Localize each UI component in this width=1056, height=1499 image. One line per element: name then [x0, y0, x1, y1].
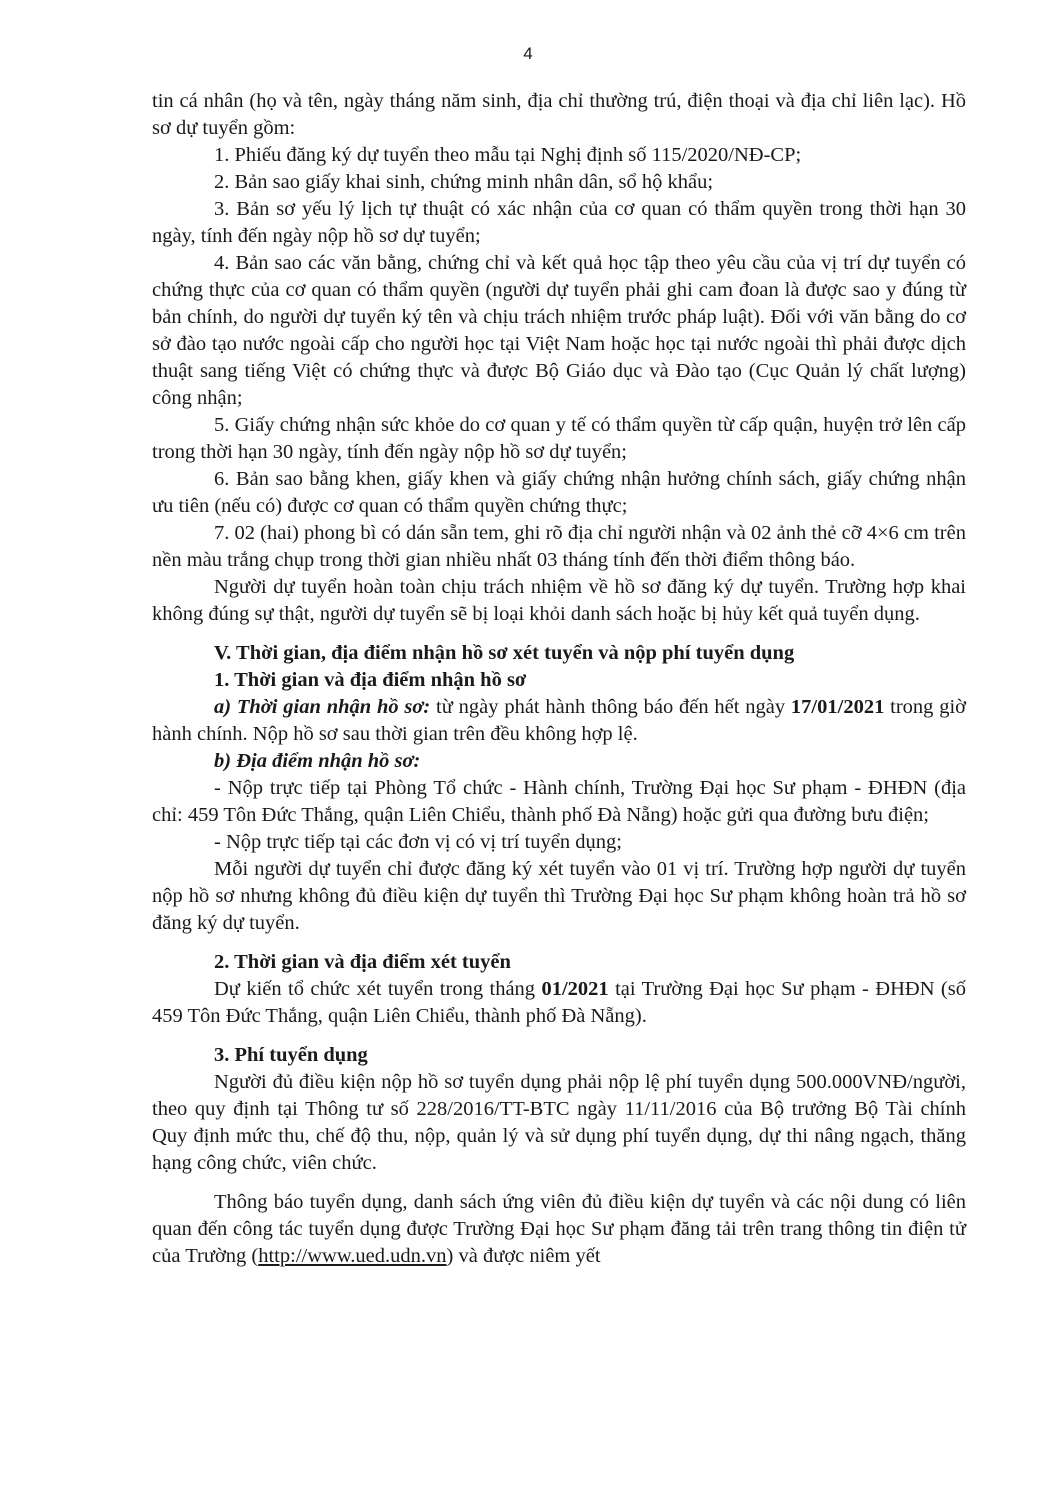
- subsection-2-heading: 2. Thời gian và địa điểm xét tuyển: [214, 951, 511, 973]
- subsection-1-heading: 1. Thời gian và địa điểm nhận hồ sơ: [214, 669, 527, 691]
- requirement-item-2: 2. Bản sao giấy khai sinh, chứng minh nhân dân, sổ hộ khẩu;: [214, 171, 714, 193]
- receive-deadline: 17/01/2021: [790, 696, 885, 718]
- requirement-item-5: 5. Giấy chứng nhận sức khỏe do cơ quan y tế có thẩm quyền từ cấp quận, huyện trở lên cấp trong thời hạn 30 ngày, tính đến ngày nộp hồ sơ dự tuyển;: [152, 414, 966, 463]
- announcement-paragraph: [152, 1189, 966, 1270]
- requirement-item-1: 1. Phiếu đăng ký dự tuyển theo mẫu tại Nghị định số 115/2020/NĐ-CP;: [214, 144, 802, 166]
- page-number: 4: [523, 44, 533, 63]
- receive-time-paragraph: [152, 694, 966, 748]
- responsibility-paragraph: Người dự tuyển hoàn toàn chịu trách nhiệm về hồ sơ đăng ký dự tuyển. Trường hợp khai không đúng sự thật, người dự tuyển sẽ bị loại khỏi danh sách hoặc bị hủy kết quả tuyển dụng.: [152, 576, 966, 625]
- requirement-item-3: 3. Bản sơ yếu lý lịch tự thuật có xác nhận của cơ quan có thẩm quyền trong thời hạn 30 ngày, tính đến ngày nộp hồ sơ dự tuyển;: [152, 198, 966, 247]
- receive-time-label: a) Thời gian nhận hồ sơ:: [214, 696, 431, 718]
- selection-text-1: Dự kiến tổ chức xét tuyển trong tháng: [214, 978, 542, 1000]
- fee-paragraph: Người đủ điều kiện nộp hồ sơ tuyển dụng phải nộp lệ phí tuyển dụng 500.000VNĐ/người, theo quy định tại Thông tư số 228/2016/TT-BTC ngày 11/11/2016 của Bộ trưởng Bộ Tài chính Quy định mức thu, chế độ thu, nộp, quản lý và sử dụng phí tuyển dụng, dự thi nâng ngạch, thăng hạng công chức, viên chức.: [152, 1071, 966, 1174]
- section-v-heading: V. Thời gian, địa điểm nhận hồ sơ xét tuyển và nộp phí tuyển dụng: [214, 642, 795, 664]
- announcement-text-2: ) và được niêm yết: [446, 1245, 601, 1267]
- requirement-item-6: 6. Bản sao bằng khen, giấy khen và giấy chứng nhận hưởng chính sách, giấy chứng nhận ưu tiên (nếu có) được cơ quan có thẩm quyền chứng thực;: [152, 468, 966, 517]
- intro-paragraph: tin cá nhân (họ và tên, ngày tháng năm sinh, địa chỉ thường trú, điện thoại và địa chỉ liên lạc). Hồ sơ dự tuyển gồm:: [152, 90, 966, 139]
- receive-time-text-2: trong giờ hành chính. Nộp hồ sơ sau thời gian trên đều không hợp lệ.: [152, 696, 967, 745]
- selection-month: 01/2021: [541, 978, 609, 1000]
- requirement-item-4: 4. Bản sao các văn bằng, chứng chỉ và kết quả học tập theo yêu cầu của vị trí dự tuyển có chứng thực của cơ quan có thẩm quyền (người dự tuyển phải ghi cam đoan là được sao y đúng từ bản chính, do người dự tuyển ký tên và chịu trách nhiệm trước pháp luật). Đối với văn bằng do cơ sở đào tạo nước ngoài cấp cho người học tại Việt Nam hoặc học tại nước ngoài thì phải được dịch thuật sang tiếng Việt có chứng thực và được Bộ Giáo dục và Đào tạo (Cục Quản lý chất lượng) công nhận;: [152, 252, 966, 409]
- requirement-item-7: 7. 02 (hai) phong bì có dán sẵn tem, ghi rõ địa chỉ người nhận và 02 ảnh thẻ cỡ 4×6 cm trên nền màu trắng chụp trong thời gian nhiều nhất 03 tháng tính đến thời điểm thông báo.: [152, 522, 966, 571]
- announcement-text-1: Thông báo tuyển dụng, danh sách ứng viên đủ điều kiện dự tuyển và các nội dung có liên quan đến công tác tuyển dụng được Trường Đại học Sư phạm đăng tải trên trang thông tin điện tử của Trường (: [152, 1191, 966, 1267]
- subsection-3-heading: 3. Phí tuyển dụng: [214, 1044, 368, 1066]
- website-link[interactable]: http://www.ued.udn.vn: [258, 1245, 447, 1267]
- selection-time-paragraph: [152, 976, 966, 1030]
- document-body: [152, 88, 966, 1270]
- receive-place-item-1: - Nộp trực tiếp tại Phòng Tổ chức - Hành chính, Trường Đại học Sư phạm - ĐHĐN (địa chỉ: 459 Tôn Đức Thắng, quận Liên Chiểu, thành phố Đà Nẵng) hoặc gửi qua đường bưu điện;: [152, 777, 966, 826]
- selection-text-2: tại Trường Đại học Sư phạm - ĐHĐN (số 459 Tôn Đức Thắng, quận Liên Chiểu, thành phố Đà Nẵng).: [152, 978, 966, 1027]
- receive-place-item-2: - Nộp trực tiếp tại các đơn vị có vị trí tuyển dụng;: [214, 831, 622, 853]
- receive-place-label: b) Địa điểm nhận hồ sơ:: [214, 750, 421, 772]
- single-position-note: Mỗi người dự tuyển chỉ được đăng ký xét tuyển vào 01 vị trí. Trường hợp người dự tuyển nộp hồ sơ nhưng không đủ điều kiện dự tuyển thì Trường Đại học Sư phạm không hoàn trả hồ sơ đăng ký dự tuyển.: [152, 858, 966, 934]
- receive-time-text-1: từ ngày phát hành thông báo đến hết ngày: [430, 696, 791, 718]
